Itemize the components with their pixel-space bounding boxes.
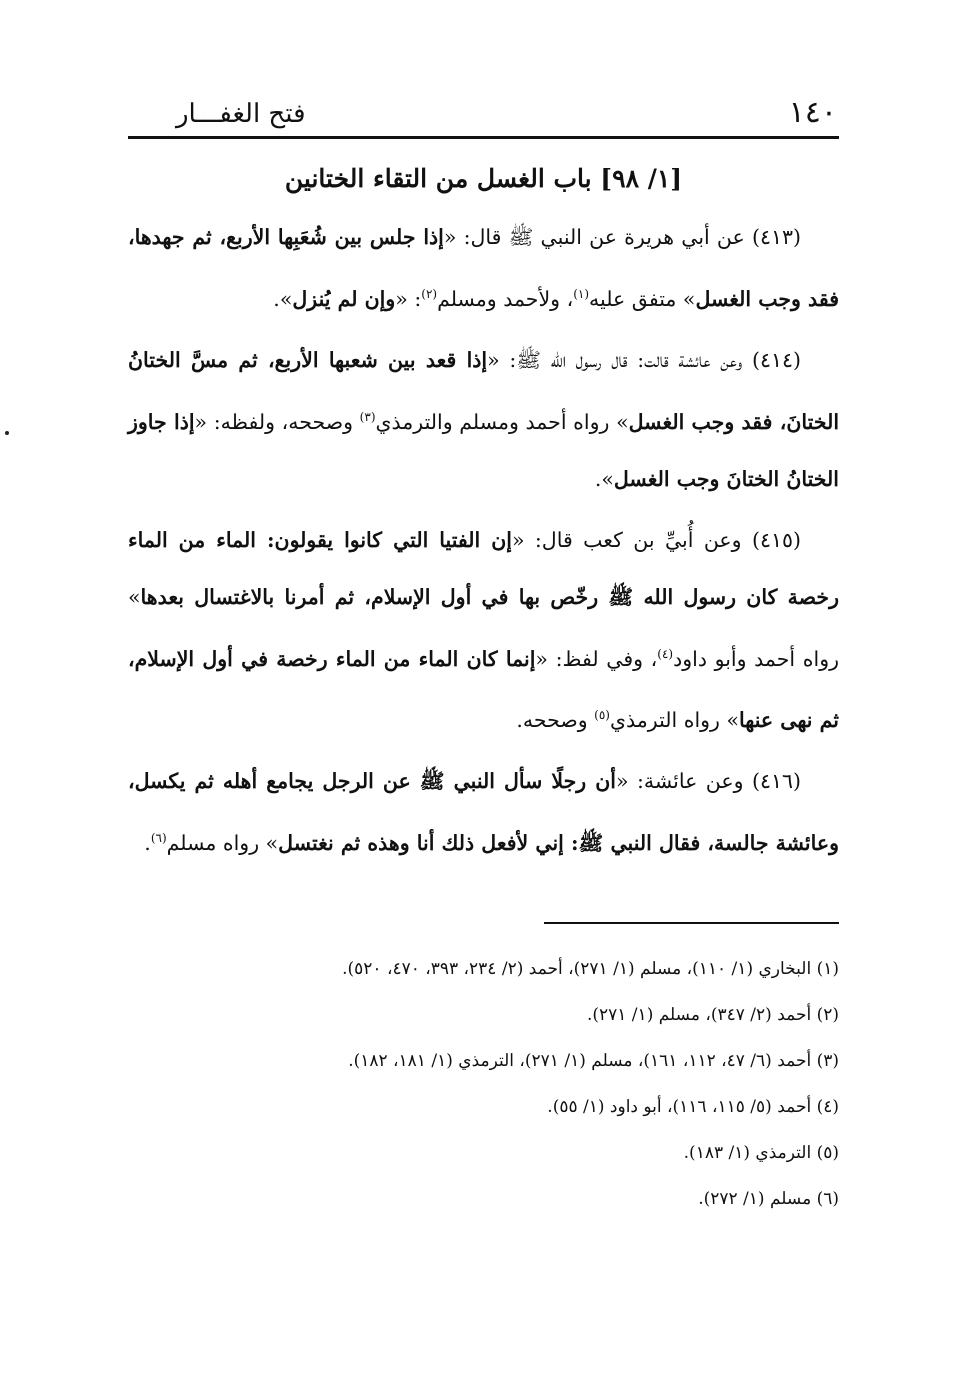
hadith-quote: أن رجلًا سأل النبي ﷺ عن الرجل يجامع أهله ثم يكسل، وعائشة جالسة، فقال النبي ﷺ: إني لأفعل ذلك أنا وهذه ثم نغتسل [128,769,839,856]
hadith-text: وعن عائشة قالت: قال رسول الله ﷺ: « [487,347,752,372]
hadith-text: وعن أُبيِّ بن كعب قال: « [511,527,752,552]
chapter-title: [١/ ٩٨] باب الغسل من التقاء الختانين [284,164,683,193]
footnote-ref: (٣) [359,409,376,424]
footnote-ref: (٢) [421,287,438,301]
hadith-text: » رواه الترمذي [609,708,740,733]
hadith-paragraph [128,512,839,750]
hadith-text: : « [395,286,422,311]
hadith-quote: إذا جلس بين شُعَبِها الأربع، ثم جهدها، فقد وجب الغسل [128,225,839,311]
footnote: (٢) أحمد (٢/ ٣٤٧)، مسلم (١/ ٢٧١). [586,1004,839,1025]
hadith-paragraph [128,209,839,328]
hadith-text: وعن عائشة: « [616,769,752,794]
footnote-ref: (٤) [657,646,674,661]
hadith-text: » رواه مسلم [166,831,279,856]
scan-speck [5,431,9,435]
hadith-quote: إذا قعد بين شعبها الأربع، ثم مسَّ الختانُ الختانَ، فقد وجب الغسل [128,347,840,434]
hadith-text: » متفق عليه [589,286,696,311]
hadith-text: ، ولأحمد ومسلم [437,286,574,311]
hadith-text: » رواه أحمد وأبو داود [128,584,839,671]
hadith-quote: إنما كان الماء من الماء رخصة في أول الإسلام، ثم نهى عنها [128,646,839,733]
footnote-ref: (١) [573,287,590,301]
footnote: (١) البخاري (١/ ١١٠)، مسلم (١/ ٢٧١)، أحمد (٢/ ٢٣٤، ٣٩٣، ٤٧٠، ٥٢٠). [342,958,839,979]
hadith-list [128,209,839,872]
hadith-text: ، وفي لفظ: « [535,646,658,671]
header-rule [128,136,839,139]
footnote-list [128,946,839,1222]
hadith-number: (٤١٥) [751,527,801,552]
footnote-separator [544,922,839,924]
running-title: فتح الغفـــار [176,99,306,129]
hadith-number: (٤١٦) [751,769,802,794]
hadith-quote: إن الفتيا التي كانوا يقولون: الماء من الماء رخصة كان رسول الله ﷺ رخّص بها في أول الإسلام، ثم أمرنا بالاغتسال بعدها [128,527,839,609]
hadith-text: وصححه. [516,708,595,733]
footnote: (٣) أحمد (٦/ ٤٧، ١١٢، ١٦١)، مسلم (١/ ٢٧١)، الترمذي (١/ ١٨١، ١٨٢). [348,1050,839,1071]
hadith-number: (٤١٣) [751,225,801,249]
hadith-paragraph [128,332,839,508]
hadith-text: » رواه أحمد ومسلم والترمذي [375,409,629,434]
page-number: ١٤٠ [788,95,837,130]
hadith-number: (٤١٤) [751,347,801,372]
hadith-quote: إذا جاوز الختانُ الختانَ وجب الغسل [128,409,839,491]
hadith-text: وصححه، ولفظه: « [194,409,360,434]
book-page [128,96,839,1222]
hadith-text: عن أبي هريرة عن النبي ﷺ قال: « [443,225,752,249]
hadith-text: ». [594,466,614,491]
hadith-text: . [144,831,151,856]
footnote-ref: (٦) [150,831,167,846]
footnote: (٤) أحمد (٥/ ١١٥، ١١٦)، أبو داود (١/ ٥٥). [547,1096,839,1117]
hadith-text: ». [273,286,293,311]
footnote: (٦) مسلم (١/ ٢٧٢). [698,1188,839,1209]
hadith-paragraph [128,753,839,872]
footnote: (٥) الترمذي (١/ ١٨٣). [683,1142,839,1163]
page-header [128,96,839,130]
hadith-quote: وإن لم يُنزل [292,286,396,311]
footnote-ref: (٥) [594,708,610,723]
